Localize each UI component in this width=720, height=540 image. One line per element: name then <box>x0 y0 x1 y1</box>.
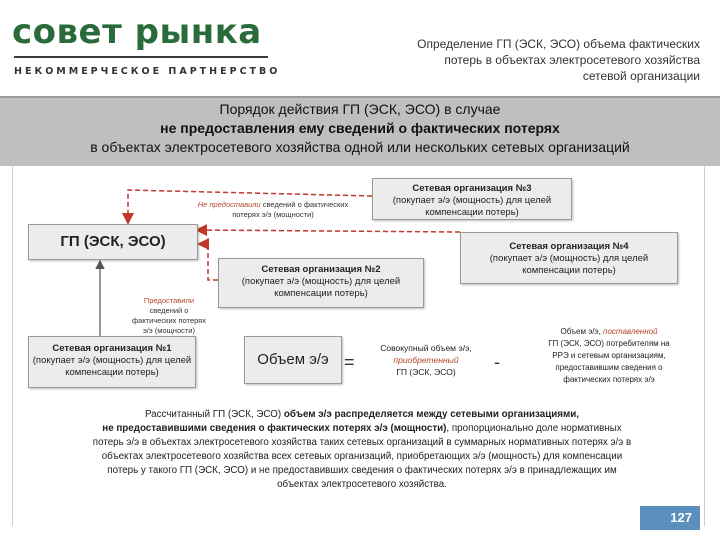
network-org-1-box <box>28 336 196 388</box>
note-provided-red: Предоставили <box>143 296 195 305</box>
note-provided-line: э/э (мощности) <box>142 326 195 335</box>
explanation-text: Рассчитанный ГП (ЭСК, ЭСО) <box>144 409 284 420</box>
formula-right-text: Объем э/э, <box>560 327 604 336</box>
formula-right-line: РРЭ и сетевым организациям, <box>552 351 666 360</box>
network-org-4-line: (покупает э/э (мощность) для целей <box>489 253 649 264</box>
network-org-1-title: Сетевая организация №1 <box>52 343 172 354</box>
logo-title: совет рынка <box>12 12 262 52</box>
equals-sign: = <box>344 352 355 372</box>
banner-line: Порядок действия ГП (ЭСК, ЭСО) в случае <box>219 101 501 117</box>
arrow-net4-to-gp <box>198 230 460 232</box>
note-provided-line: фактических потерях <box>132 316 206 325</box>
network-org-2-line: компенсации потерь) <box>274 288 368 299</box>
note-not-provided-red: Не предоставили <box>197 200 261 209</box>
network-org-3-line: компенсации потерь) <box>425 207 519 218</box>
network-org-3-box <box>372 178 572 220</box>
network-org-1-line: (покупает э/э (мощность) для целей <box>32 355 192 366</box>
note-provided <box>114 296 224 336</box>
formula-mid-red: приобретенный <box>393 355 459 365</box>
gp-box: ГП (ЭСК, ЭСО) <box>28 224 198 260</box>
minus-sign: - <box>494 352 500 372</box>
note-not-provided <box>178 200 368 220</box>
formula-right-line: ГП (ЭСК, ЭСО) потребителям на <box>548 339 670 348</box>
volume-box: Объем э/э <box>244 336 342 384</box>
slide-title-line: сетевой организации <box>582 69 700 83</box>
explanation-line: объектах электросетевого хозяйства всех сетевых организаций, приобретающих э/э (мощность) для компенсации <box>101 451 623 462</box>
network-org-4-box <box>460 232 678 284</box>
banner-line-bold: не предоставления ему сведений о фактических потерях <box>160 120 560 136</box>
formula-delivered <box>524 326 694 386</box>
slide-title-line: Определение ГП (ЭСК, ЭСО) объема фактических <box>417 37 700 51</box>
arrow-net2-to-gp <box>200 244 218 280</box>
explanation-line: объектах электросетевого хозяйства. <box>277 479 447 490</box>
logo-subtitle: НЕКОММЕРЧЕСКОЕ ПАРТНЕРСТВО <box>14 66 281 77</box>
note-provided-line: сведений о <box>149 306 189 315</box>
slide-title-line: потерь в объектах электросетевого хозяйства <box>444 53 700 67</box>
network-org-2-line: (покупает э/э (мощность) для целей <box>241 276 401 287</box>
network-org-2-box <box>218 258 424 308</box>
explanation-line: потерь э/э в объектах электросетевого хозяйства таких сетевых организаций в суммарных нормативных потерях э/э в <box>92 437 632 448</box>
formula-right-line: предоставившим сведения о <box>555 363 663 372</box>
banner-line: в объектах электросетевого хозяйства одной или нескольких сетевых организаций <box>90 139 630 155</box>
explanation-bold: объем э/э распределяется между сетевыми организациями, <box>283 409 580 420</box>
page-number: 127 <box>640 506 700 530</box>
formula-right-line: фактических потерях э/э <box>563 375 655 384</box>
formula-mid-line: Совокупный объем э/э, <box>380 343 472 353</box>
network-org-1-line: компенсации потерь) <box>65 367 159 378</box>
note-not-provided-line: потерях э/э (мощности) <box>232 210 314 219</box>
network-org-4-line: компенсации потерь) <box>522 265 616 276</box>
explanation-paragraph <box>22 408 702 492</box>
network-org-3-title: Сетевая организация №3 <box>412 183 532 194</box>
formula-mid-line: ГП (ЭСК, ЭСО) <box>396 367 456 377</box>
formula-total-purchased <box>362 342 490 378</box>
note-not-provided-text: сведений о фактических <box>260 200 349 209</box>
formula-right-red: поставленной <box>603 327 658 336</box>
explanation-bold: не предоставившими сведения о фактических потерях э/э (мощности) <box>102 423 447 434</box>
network-org-3-line: (покупает э/э (мощность) для целей <box>392 195 552 206</box>
network-org-4-title: Сетевая организация №4 <box>509 241 629 252</box>
network-org-2-title: Сетевая организация №2 <box>261 264 381 275</box>
explanation-line: потерь у такого ГП (ЭСК, ЭСО) и не предоставивших сведения о фактических потерях э/э в принадлежащих им <box>107 465 617 476</box>
explanation-text: , пропорционально доле нормативных <box>446 423 622 434</box>
